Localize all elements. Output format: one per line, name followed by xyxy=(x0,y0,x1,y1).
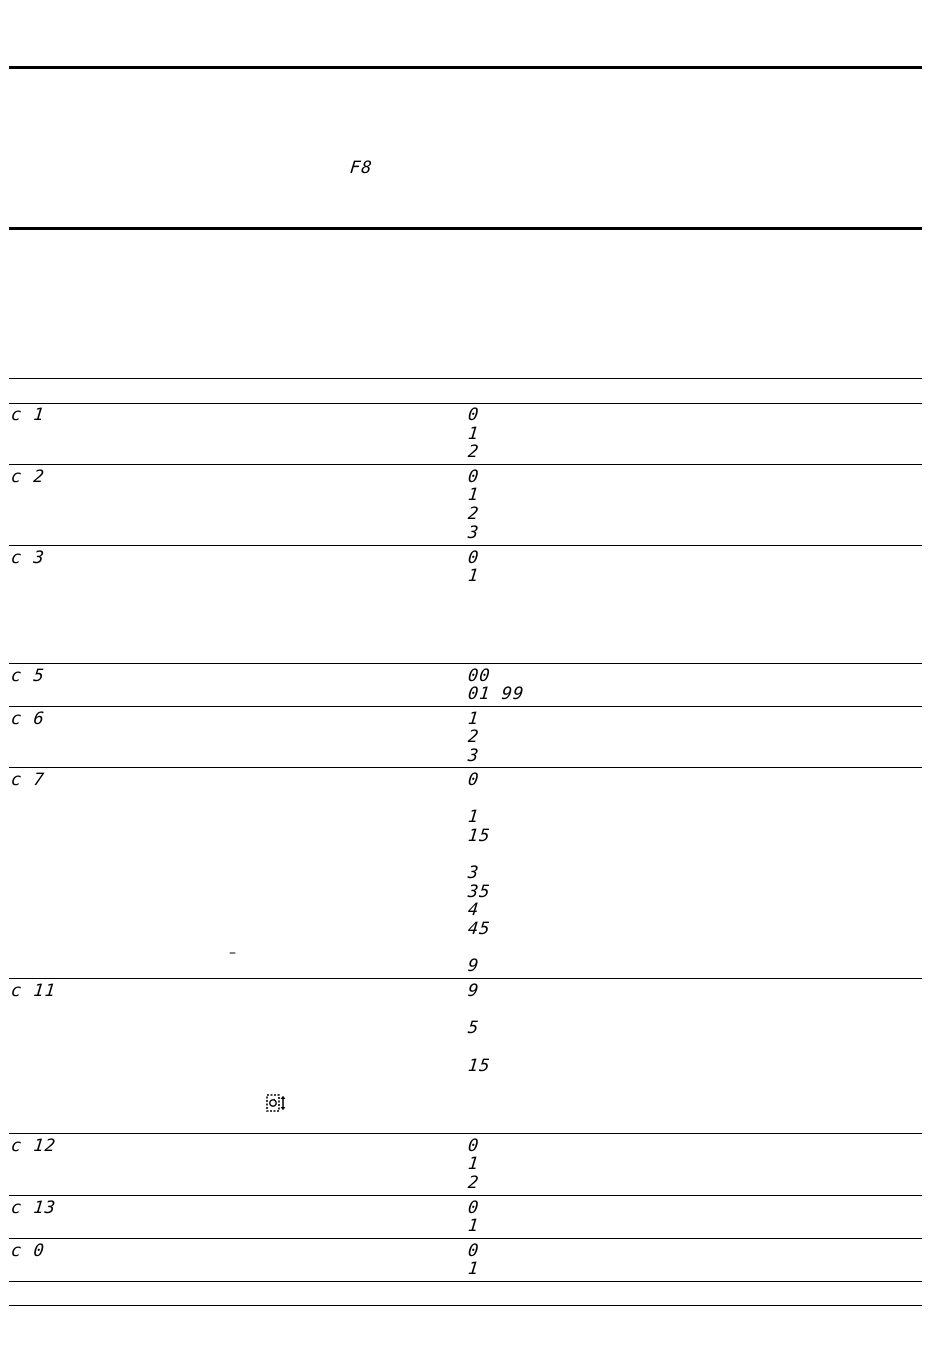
row-code: c 1 xyxy=(10,405,46,425)
row-value: 0 xyxy=(467,1136,481,1156)
row-value: 15 xyxy=(467,826,492,846)
row-value: 2 xyxy=(467,442,481,462)
row-divider xyxy=(9,1133,922,1134)
row-value: 3 xyxy=(467,863,481,883)
row-value: 3 xyxy=(467,523,481,543)
sensor-rotate-icon xyxy=(266,1094,286,1112)
row-value: 1 xyxy=(467,566,481,586)
row-code: c 5 xyxy=(10,666,46,686)
header-top-rule xyxy=(9,66,922,69)
row-value: 1 xyxy=(467,1216,481,1236)
row-value: 2 xyxy=(467,504,481,524)
row-value: 0 xyxy=(467,405,481,425)
row-value: 1 xyxy=(467,1259,481,1279)
row-divider xyxy=(9,663,922,664)
row-value: 3 xyxy=(467,746,481,766)
row-value: 00 xyxy=(467,666,492,686)
row-divider xyxy=(9,1195,922,1196)
row-value: 1 xyxy=(467,709,481,729)
row-code: c 3 xyxy=(10,548,46,568)
header-bottom-rule xyxy=(9,227,922,230)
display-label: F8 xyxy=(349,158,374,178)
row-value: 1 xyxy=(467,1154,481,1174)
row-divider xyxy=(9,767,922,768)
row-value: 9 xyxy=(467,956,481,976)
row-divider xyxy=(9,545,922,546)
row-value: 1 xyxy=(467,424,481,444)
row-code: c 13 xyxy=(10,1198,58,1218)
row-value: 0 xyxy=(467,1241,481,1261)
row-code: c 6 xyxy=(10,709,46,729)
row-divider xyxy=(9,1238,922,1239)
row-value: 15 xyxy=(467,1056,492,1076)
row-value: 35 xyxy=(467,882,492,902)
row-value: 2 xyxy=(467,727,481,747)
row-value: 5 xyxy=(467,1018,481,1038)
row-code: c 7 xyxy=(10,770,46,790)
row-code: c 11 xyxy=(10,981,58,1001)
table-top-rule xyxy=(9,378,922,379)
row-divider xyxy=(9,464,922,465)
row-value: 1 xyxy=(467,807,481,827)
row-value: 1 xyxy=(467,485,481,505)
row-divider xyxy=(9,978,922,979)
row-divider xyxy=(9,706,922,707)
row-value: 45 xyxy=(467,919,492,939)
row-value: 2 xyxy=(467,1173,481,1193)
table-bottom-rule xyxy=(9,1305,922,1306)
row-value: 9 xyxy=(467,981,481,1001)
row-value: 0 xyxy=(467,770,481,790)
row-code: c 2 xyxy=(10,467,46,487)
row-code: c 0 xyxy=(10,1241,46,1261)
row-value: 01 99 xyxy=(467,684,526,704)
dash-mark: – xyxy=(229,945,236,961)
row-code: c 12 xyxy=(10,1136,58,1156)
table-header-rule xyxy=(9,403,922,404)
row-value: 0 xyxy=(467,467,481,487)
row-value: 0 xyxy=(467,1198,481,1218)
row-divider xyxy=(9,1281,922,1282)
row-value: 0 xyxy=(467,548,481,568)
row-value: 4 xyxy=(467,900,481,920)
